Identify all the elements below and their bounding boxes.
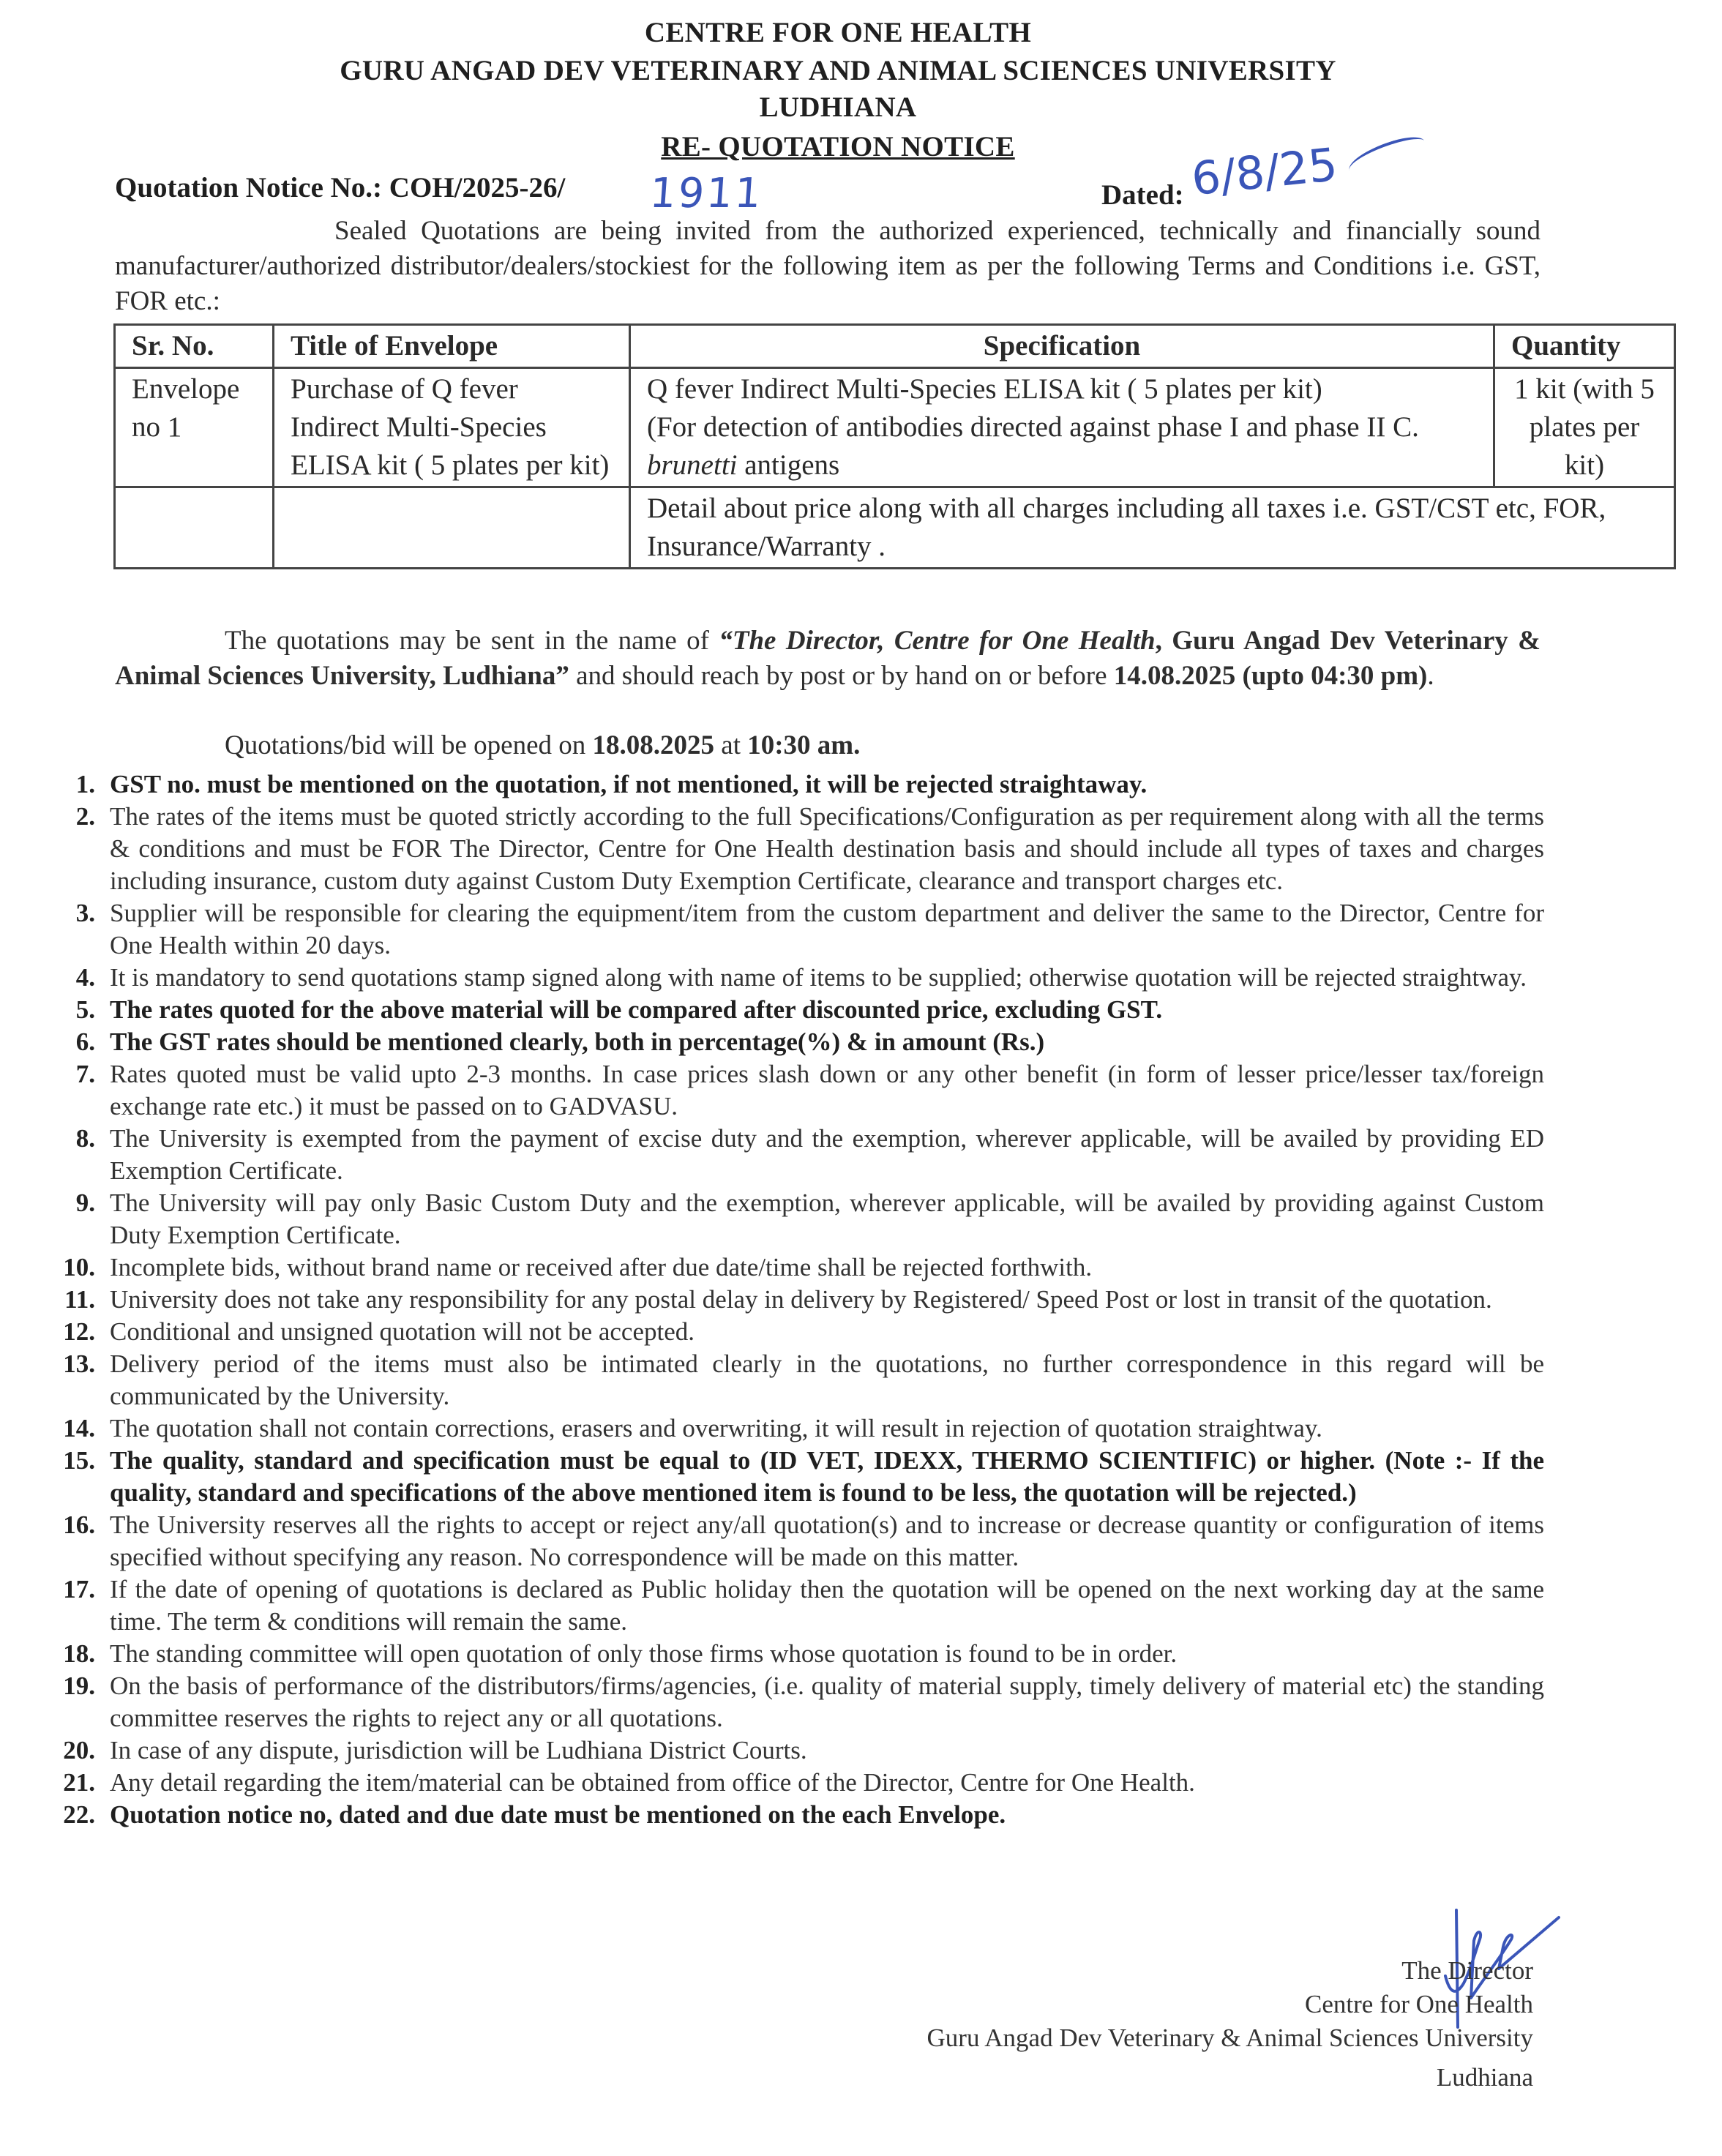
term-text: Conditional and unsigned quotation will not be accepted. <box>110 1317 695 1346</box>
term-number: 21. <box>63 1768 95 1797</box>
table-header-row <box>115 325 1675 368</box>
opening-time: 10:30 am. <box>747 730 861 760</box>
term-item <box>51 1573 1544 1638</box>
address-end: . <box>1427 661 1434 691</box>
term-number: 10. <box>63 1253 95 1281</box>
term-item <box>51 1412 1544 1445</box>
city-name: LUDHIANA <box>759 91 917 123</box>
term-item <box>51 1509 1544 1573</box>
spec-line-2: (For detection of antibodies directed against phase I and phase II C. <box>647 411 1419 443</box>
term-item <box>51 1058 1544 1123</box>
opening-pre: Quotations/bid will be opened on <box>225 730 593 760</box>
term-text: The University will pay only Basic Custom Duty and the exemption, wherever applicable, will be availed by providing against Custom Duty Exemption Certificate. <box>110 1189 1544 1249</box>
term-text: It is mandatory to send quotations stamp signed along with name of items to be supplied; otherwise quotation will be rejected straightway. <box>110 963 1527 992</box>
term-number: 16. <box>63 1511 95 1539</box>
term-text: GST no. must be mentioned on the quotation, if not mentioned, it will be rejected straightaway. <box>110 770 1148 798</box>
header-title-of-envelope: Title of Envelope <box>274 325 630 368</box>
term-item <box>51 994 1544 1026</box>
signatory-block <box>927 1954 1533 2095</box>
term-number: 19. <box>63 1672 95 1700</box>
term-item <box>51 1670 1544 1734</box>
term-number: 8. <box>75 1124 95 1153</box>
opening-date: 18.08.2025 <box>592 730 715 760</box>
term-text: The University is exempted from the payment of excise duty and the exemption, wherever applicable, will be availed by providing ED Exemption Certificate. <box>110 1124 1544 1185</box>
term-item <box>51 768 1544 801</box>
term-item <box>51 962 1544 994</box>
term-number: 12. <box>63 1317 95 1346</box>
address-pre: The quotations may be sent in the name of <box>225 626 719 656</box>
signatory-city: Ludhiana <box>1436 2063 1533 2092</box>
term-item <box>51 1799 1544 1831</box>
term-text: Any detail regarding the item/material can be obtained from office of the Director, Centre for One Health. <box>110 1768 1195 1797</box>
cell-price-detail: Detail about price along with all charges including all taxes i.e. GST/CST etc, FOR, Insurance/Warranty . <box>630 487 1675 569</box>
term-number: 13. <box>63 1350 95 1378</box>
term-text: On the basis of performance of the distributors/firms/agencies, (i.e. quality of material supply, timely delivery of material etc) the standing committee reserves the rights to reject any or all quotations. <box>110 1672 1544 1732</box>
term-item <box>51 1316 1544 1348</box>
address-mid: and should reach by post or by hand on or before <box>569 661 1114 691</box>
opening-mid: at <box>714 730 748 760</box>
term-text: Incomplete bids, without brand name or received after due date/time shall be rejected forthwith. <box>110 1253 1093 1281</box>
spec-line-2-end: antigens <box>744 449 840 481</box>
term-item <box>51 1348 1544 1412</box>
term-item <box>51 1638 1544 1670</box>
term-number: 4. <box>75 963 95 992</box>
term-item <box>51 1284 1544 1316</box>
spec-organism: brunetti <box>647 449 738 481</box>
term-number: 2. <box>75 802 95 831</box>
cell-empty <box>115 487 274 569</box>
university-name: GURU ANGAD DEV VETERINARY AND ANIMAL SCIENCES UNIVERSITY <box>340 55 1336 86</box>
term-item <box>51 1251 1544 1284</box>
cell-sr-no: Envelope no 1 <box>115 368 274 487</box>
signatory-dept: Centre for One Health <box>1305 1990 1533 2018</box>
term-text: Delivery period of the items must also be intimated clearly in the quotations, no further correspondence in this regard will be communicated by the University. <box>110 1350 1544 1410</box>
term-text: In case of any dispute, jurisdiction will be Ludhiana District Courts. <box>110 1736 807 1764</box>
specification-table <box>113 323 1676 569</box>
term-text: The quotation shall not contain corrections, erasers and overwriting, it will result in rejection of quotation straightway. <box>110 1414 1322 1442</box>
terms-list <box>51 768 1544 1831</box>
term-number: 11. <box>64 1285 95 1314</box>
signatory-university: Guru Angad Dev Veterinary & Animal Sciences University <box>926 2024 1533 2052</box>
header-sr-no: Sr. No. <box>115 325 274 368</box>
term-number: 1. <box>75 770 95 798</box>
cell-quantity: 1 kit (with 5 plates per kit) <box>1494 368 1675 487</box>
term-number: 20. <box>63 1736 95 1764</box>
term-item <box>51 1123 1544 1187</box>
address-bold-name: , Guru Angad Dev Veterinary & Animal Sciences University, Ludhiana” <box>115 626 1541 691</box>
dated-label: Dated: <box>1101 179 1184 211</box>
term-text: Supplier will be responsible for clearing the equipment/item from the custom department and deliver the same to the Director, Centre for One Health within 20 days. <box>110 899 1544 959</box>
cell-empty <box>274 487 630 569</box>
term-text: The quality, standard and specification must be equal to (ID VET, IDEXX, THERMO SCIENTIFIC) or higher. (Note :- If the quality, standard and specifications of the above mentioned item is found to be less, the quotation will be rejected.) <box>110 1446 1544 1507</box>
term-number: 7. <box>75 1060 95 1088</box>
address-italic-name: “The Director, Centre for One Health <box>719 626 1156 656</box>
term-number: 5. <box>75 995 95 1024</box>
term-text: The standing committee will open quotation of only those firms whose quotation is found to be in order. <box>110 1639 1178 1668</box>
spec-line-1: Q fever Indirect Multi-Species ELISA kit ( 5 plates per kit) <box>647 373 1322 405</box>
table-row <box>115 487 1675 569</box>
header-specification: Specification <box>630 325 1494 368</box>
term-number: 18. <box>63 1639 95 1668</box>
term-text: If the date of opening of quotations is declared as Public holiday then the quotation will be opened on the next working day at the same time. The term & conditions will remain the same. <box>110 1575 1544 1636</box>
term-text: The University reserves all the rights to accept or reject any/all quotation(s) and to increase or decrease quantity or configuration of items specified without specifying any reason. No correspondence will be made on this matter. <box>110 1511 1544 1571</box>
term-number: 9. <box>75 1189 95 1217</box>
term-text: Rates quoted must be valid upto 2-3 months. In case prices slash down or any other benefit (in form of lesser price/lesser tax/foreign exchange rate etc.) it must be passed on to GADVASU. <box>110 1060 1544 1120</box>
term-text: University does not take any responsibility for any postal delay in delivery by Registered/ Speed Post or lost in transit of the quotation. <box>110 1285 1492 1314</box>
notice-title: RE- QUOTATION NOTICE <box>661 131 1015 162</box>
term-item <box>51 1187 1544 1251</box>
term-text: The rates quoted for the above material will be compared after discounted price, excluding GST. <box>110 995 1163 1024</box>
signatory-title: The Director <box>1401 1956 1533 1985</box>
address-paragraph <box>115 624 1541 694</box>
term-number: 14. <box>63 1414 95 1442</box>
term-item <box>51 1445 1544 1509</box>
org-name: CENTRE FOR ONE HEALTH <box>644 17 1032 48</box>
notice-number-label: Quotation Notice No.: COH/2025-26/ <box>115 172 566 203</box>
term-number: 17. <box>63 1575 95 1603</box>
term-number: 3. <box>75 899 95 927</box>
term-text: The rates of the items must be quoted strictly according to the full Specifications/Configuration as per requirement along with all the terms & conditions and must be FOR The Director, Centre for One Health destination basis and should include all types of taxes and charges including insurance, custom duty against Custom Duty Exemption Certificate, clearance and transport charges etc. <box>110 802 1544 895</box>
term-text: The GST rates should be mentioned clearly, both in percentage(%) & in amount (Rs.) <box>110 1028 1045 1056</box>
term-number: 15. <box>63 1446 95 1475</box>
opening-paragraph <box>225 728 1542 763</box>
header-quantity: Quantity <box>1494 325 1675 368</box>
cell-specification <box>630 368 1494 487</box>
table-row <box>115 368 1675 487</box>
term-item <box>51 1734 1544 1767</box>
term-number: 22. <box>63 1800 95 1829</box>
term-number: 6. <box>75 1028 95 1056</box>
term-item <box>51 1767 1544 1799</box>
date-handwritten: 6/8/25 <box>1188 137 1340 206</box>
notice-number-handwritten: 1911 <box>648 170 765 217</box>
term-item <box>51 897 1544 962</box>
cell-title: Purchase of Q fever Indirect Multi-Species ELISA kit ( 5 plates per kit) <box>274 368 630 487</box>
term-item <box>51 801 1544 897</box>
term-item <box>51 1026 1544 1058</box>
intro-paragraph: Sealed Quotations are being invited from the authorized experienced, technically and financially sound manufacturer/authorized distributor/dealers/stockiest for the following item as per the following Terms and Conditions i.e. GST, FOR etc.: <box>115 216 1541 316</box>
submission-deadline: 14.08.2025 (upto 04:30 pm) <box>1113 661 1428 691</box>
term-text: Quotation notice no, dated and due date must be mentioned on the each Envelope. <box>110 1800 1006 1829</box>
